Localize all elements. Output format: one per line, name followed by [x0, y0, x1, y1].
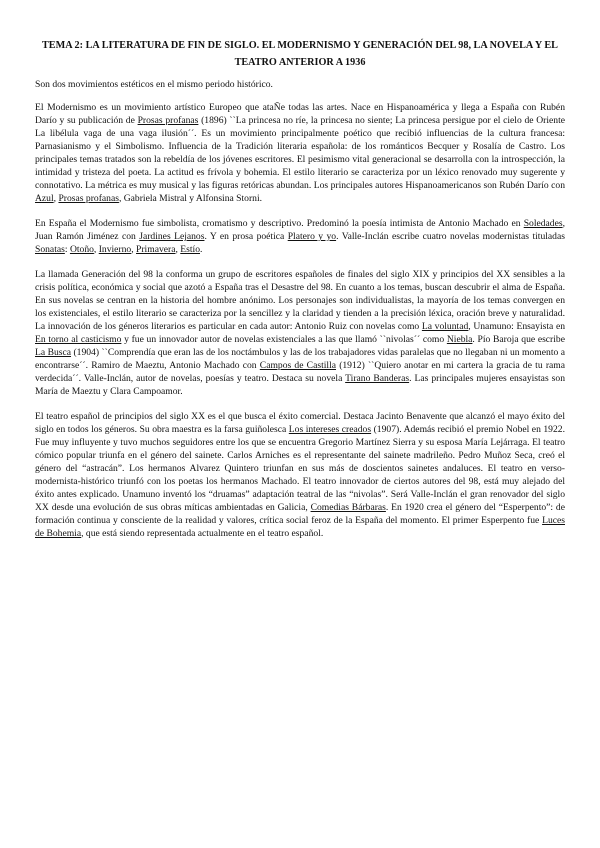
text-run: El teatro español de principios del siglo XX es el que busca el éxito comercial. Destaca Jacinto Benavente que alcanzó el mayo éxito del siglo en todos los géneros. Su obra maestra es la farsa guiñolesca: [35, 411, 565, 435]
work-title: Estío: [180, 244, 200, 255]
text-run: (1904) ``Comprendía que eran las de los noctámbulos y las de los trabajadores vidas paralelas que no llegaban ni un momento a encontrarse´´. Ramiro de Maeztu, Antonio Machado con: [35, 347, 565, 371]
work-title: Platero y yo: [287, 231, 337, 242]
paragraph-generacion-98: [35, 268, 565, 398]
work-title: Comedias Bárbaras: [310, 502, 386, 513]
work-title: Prosas profanas: [58, 193, 119, 204]
work-title: La voluntad: [421, 321, 469, 332]
paragraph-modernismo: [35, 101, 565, 205]
work-title: Sonatas: [35, 244, 65, 255]
paragraph-modernismo-espana: [35, 217, 565, 256]
work-title: Luces de Bohemia: [35, 515, 565, 539]
text-run: ,: [175, 244, 181, 255]
page-title: TEMA 2: LA LITERATURA DE FIN DE SIGLO. EL MODERNISMO Y GENERACIÓN DEL 98, LA NOVELA Y EL TEATRO ANTERIOR A 1936: [42, 40, 558, 68]
work-title: Los intereses creados: [288, 424, 372, 435]
work-title: La Busca: [35, 347, 72, 358]
work-title: Otoño: [69, 244, 94, 255]
text-run: . Y en prosa poética: [204, 231, 288, 242]
text-run: , Unamuno: Ensayista en: [468, 321, 565, 332]
work-title: Jardines Lejanos: [139, 231, 205, 242]
text-run: , Juan Ramón Jiménez con: [35, 218, 565, 242]
text-run: (1912) ``Quiero anotar en mi cartera la gracia de tu rama verdecida´´. Valle-Inclán, autor de novelas, poesías y teatro. Destaca su novela: [35, 360, 565, 384]
text-run: . En 1920 crea el género del “Esperpento”: de formación continua y consciente de la realidad y valores, crítica social feroz de la España del momento. El primer Esperpento fue: [35, 502, 565, 526]
text-run: ,: [131, 244, 137, 255]
text-run: , Gabriela Mistral y Alfonsina Storni.: [118, 193, 263, 204]
work-title: En torno al casticismo: [35, 334, 122, 345]
text-run: ,: [53, 193, 59, 204]
text-run: (1896) ``La princesa no ríe, la princesa no siente; La princesa persigue por el cielo de Oriente La libélula vaga de una vaga ilusión´´. Es un movimiento principalmente poético que recibió influencias de la cultura francesa: Parnasianismo y el Simbolismo. Influencia de la Tradición literaria española: de los románticos Becquer y Rosalía de Castro. Los principales temas tratados son la rebeldía de los jóvenes escritores. El pesimismo vital generacional se desarrolla con la introspección, la intimidad y tristeza del poeta. La actitud es frívola y bohemia. El estilo literario se caracteriza por un léxico renovado muy sugerente y connotativo. La métrica es muy musical y las figuras retóricas abundan. Los principales autores Hispanoamericanos son Rubén Darío con: [35, 115, 566, 191]
work-title: Azul: [35, 193, 54, 204]
work-title: Invierno: [98, 244, 132, 255]
text-run: . Las principales mujeres ensayistas son María de Maeztu y Clara Campoamor.: [35, 373, 566, 397]
text-run: .: [200, 244, 203, 255]
work-title: Campos de Castilla: [259, 360, 336, 371]
text-run: . Valle-Inclán escribe cuatro novelas modernistas tituladas: [336, 231, 565, 242]
text-run: , que está siendo representada actualmente en el teatro español.: [81, 528, 324, 539]
text-run: ,: [93, 244, 99, 255]
text-run: . Pío Baroja que escribe: [472, 334, 565, 345]
text-run: y fue un innovador autor de novelas existenciales a las que llamó ``nivolas´´ como: [121, 334, 447, 345]
text-run: El Modernismo es un movimiento artístico Europeo que ataÑe todas las artes. Nace en Hispanoamérica y llega a España con Rubén Darío y su publicación de: [35, 102, 565, 126]
work-title: Primavera: [136, 244, 176, 255]
work-title: Soledades: [523, 218, 563, 229]
text-run: :: [64, 244, 70, 255]
work-title: Prosas profanas: [137, 115, 199, 126]
text-run: La llamada Generación del 98 la conforma un grupo de escritores españoles de finales del siglo XIX y principios del XX sensibles a la crisis política, económica y social que azotó a España tras el Desastre del 98. En cuanto a los temas, buscan descubrir el alma de España. En sus novelas se centran en la historia del hombre anónimo. Los personajes son individualistas, la mayoría de los temas convergen en los existenciales, el estilo literario se caracteriza por la sencillez y la claridad y tienden a la precisión léxica, oración breve y naturalidad. La innovación de los géneros literarios es particular en cada autor: Antonio Ruiz con novelas como: [35, 269, 565, 332]
intro-paragraph: Son dos movimientos estéticos en el mismo periodo histórico.: [35, 79, 273, 90]
work-title: Tirano Banderas: [345, 373, 410, 384]
text-run: (1907). Además recibió el premio Nobel en 1922. Fue muy influyente y tuvo muchos seguidores entre los que se encuentra Gregorio Martínez Sierra y su esposa María Lejárraga. El teatro cómico popular triunfa en el género del sainete. Carlos Arniches es el representante del sainete madrileño. Pedro Muñoz Seca, creó el género del “astracán”. Los hermanos Alvarez Quintero triunfan en sus más de doscientos sainetes andaluces. El teatro en verso-modernista-histórico triunfó con los poetas los hermanos Machado. El teatro innovador de ciertos autores del 98, está muy alejado del éxito antes explicado. Unamuno inventó los “druamas” adaptación teatral de las “nivolas”. Será Valle-Inclán el gran renovador del siglo XX desde una evolución de sus obras míticas ambientadas en Galicia,: [35, 424, 565, 513]
document-body: [35, 78, 565, 552]
text-run: En España el Modernismo fue simbolista, cromatismo y descriptivo. Predominó la poesía intimista de Antonio Machado en: [35, 218, 524, 229]
paragraph-teatro: [35, 410, 565, 540]
work-title: Niebla: [446, 334, 473, 345]
